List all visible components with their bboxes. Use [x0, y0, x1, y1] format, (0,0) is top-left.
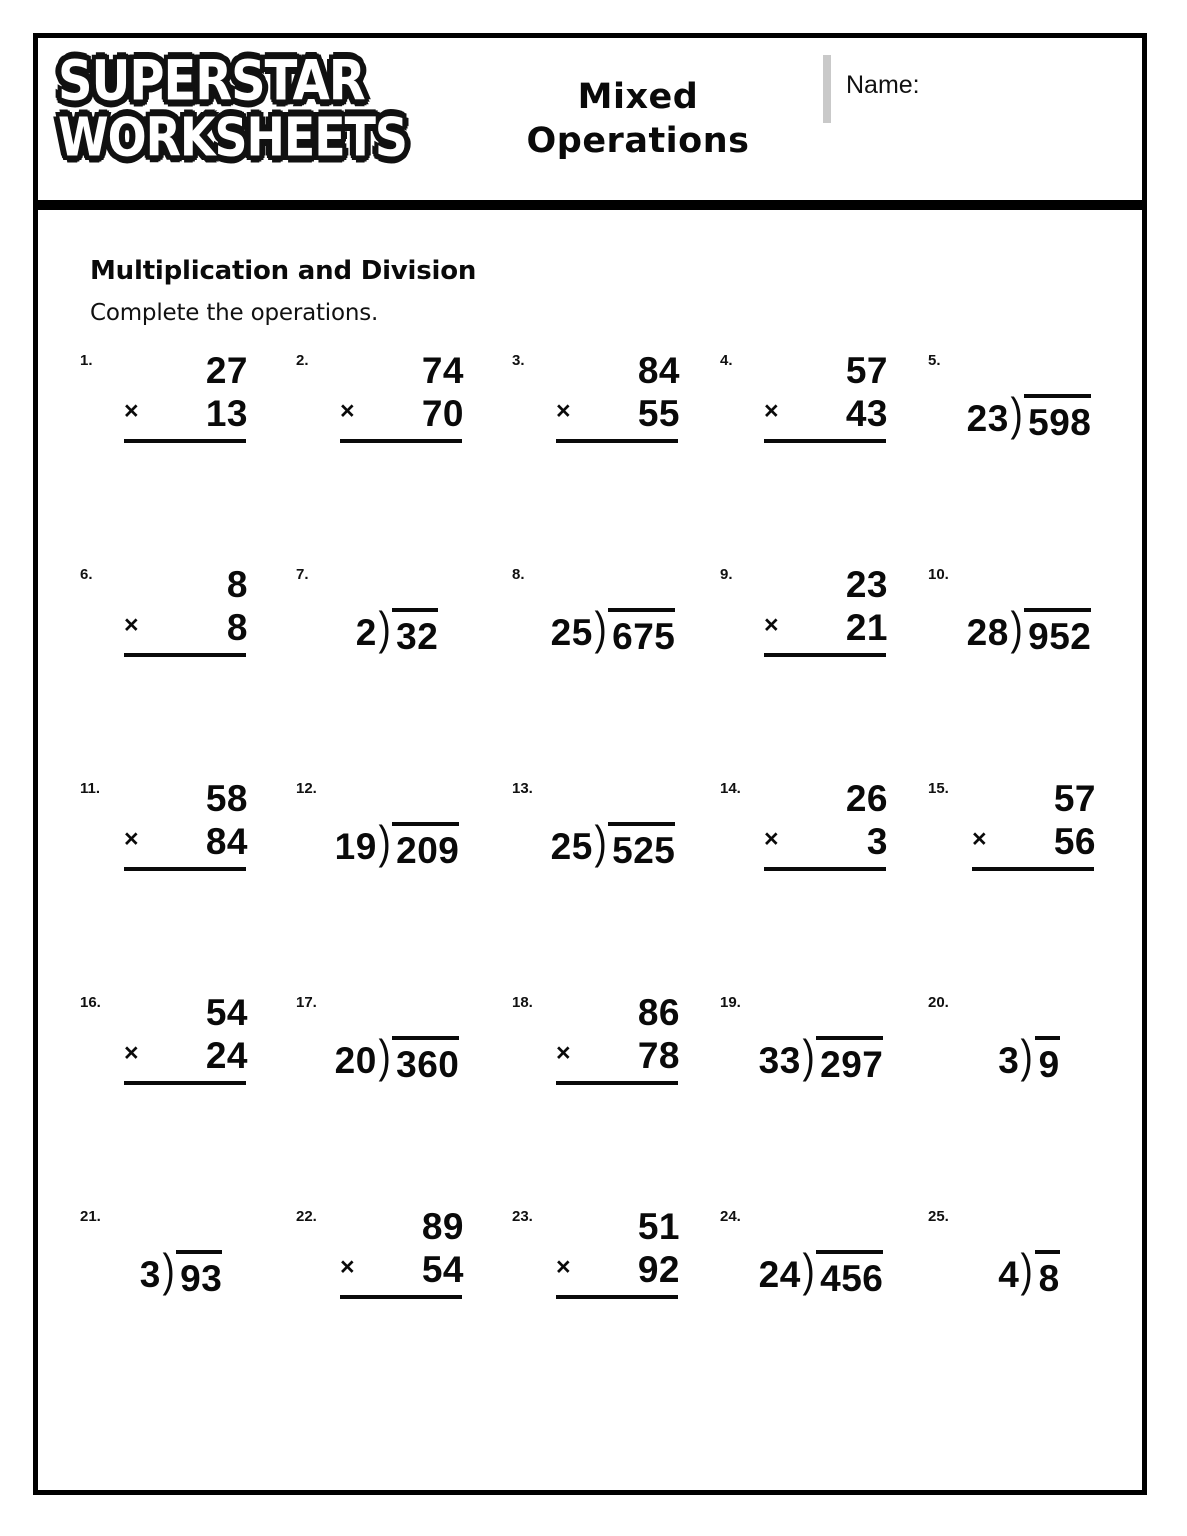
- section-heading: Multiplication and Division: [90, 256, 477, 286]
- problem-number: 4.: [720, 352, 733, 369]
- problem-number: 1.: [80, 352, 93, 369]
- answer-line[interactable]: [124, 867, 246, 871]
- division-bracket-icon: ): [594, 816, 607, 868]
- multiply-icon: ×: [556, 1038, 572, 1067]
- division-bracket: [1019, 1030, 1060, 1085]
- problem-number: 18.: [512, 994, 533, 1011]
- multiply-icon: ×: [340, 396, 356, 425]
- divisor: 2: [355, 612, 377, 653]
- multiplier: 24: [205, 1034, 248, 1076]
- division-bracket-icon: ): [1010, 602, 1023, 654]
- problem-number: 15.: [928, 780, 949, 797]
- division-bracket-icon: ): [594, 602, 607, 654]
- name-label: Name:: [846, 71, 920, 99]
- problem-number: 8.: [512, 566, 525, 583]
- page-title: [458, 76, 818, 164]
- multiply-icon: ×: [124, 610, 140, 639]
- division-bracket: [377, 816, 460, 871]
- long-division-expression: [304, 1030, 490, 1085]
- multiplier-row: [106, 393, 256, 436]
- division-bracket-icon: ): [378, 1030, 391, 1082]
- superstar-worksheets-logo: [58, 48, 408, 169]
- multiplicand: 54: [205, 992, 248, 1033]
- answer-line[interactable]: [764, 439, 886, 443]
- dividend: 32: [396, 616, 439, 657]
- multiply-icon: ×: [764, 824, 780, 853]
- divisor: 3: [139, 1254, 161, 1295]
- dividend-wrap: [176, 1250, 222, 1297]
- dividend: 456: [820, 1258, 884, 1299]
- page-title-line-1: Mixed: [577, 77, 699, 117]
- problem-number: 12.: [296, 780, 317, 797]
- problem-row: [78, 350, 1108, 564]
- multiplier-row: [106, 607, 256, 650]
- answer-line[interactable]: [340, 1295, 462, 1299]
- problem-20[interactable]: [926, 992, 1132, 1192]
- multiplier: 84: [205, 820, 248, 862]
- worksheet-header: [33, 33, 1147, 205]
- multiplier: 8: [226, 606, 248, 648]
- long-division-expression: [304, 602, 490, 657]
- multiplicand: 51: [637, 1206, 680, 1247]
- answer-line[interactable]: [340, 439, 462, 443]
- multiplicand: 57: [845, 350, 888, 391]
- divisor: 4: [998, 1254, 1020, 1295]
- divisor: 28: [966, 612, 1009, 653]
- multiplication-expression: [538, 992, 688, 1085]
- multiplication-expression: [746, 350, 896, 443]
- multiplication-expression: [746, 564, 896, 657]
- dividend-wrap: [1024, 608, 1091, 655]
- multiplier: 56: [1053, 820, 1096, 862]
- problem-17[interactable]: [294, 992, 500, 1192]
- problem-grid: [78, 350, 1108, 1420]
- answer-line[interactable]: [556, 1081, 678, 1085]
- multiplication-expression: [538, 1206, 688, 1299]
- multiplier: 43: [845, 392, 888, 434]
- multiplication-expression: [538, 350, 688, 443]
- problem-number: 22.: [296, 1208, 317, 1225]
- multiplier-row: [746, 393, 896, 436]
- problem-number: 25.: [928, 1208, 949, 1225]
- answer-line[interactable]: [556, 1295, 678, 1299]
- division-bracket-icon: ): [378, 816, 391, 868]
- division-bracket: [1009, 602, 1092, 657]
- multiplicand: 86: [637, 992, 680, 1033]
- name-divider-bar: [823, 55, 831, 123]
- multiplier: 54: [421, 1248, 464, 1290]
- long-division-expression: [936, 1244, 1122, 1299]
- problem-2[interactable]: [294, 350, 500, 550]
- multiplier-row: [322, 393, 472, 436]
- dividend: 209: [396, 830, 460, 871]
- multiplicand: 26: [845, 778, 888, 819]
- problem-21[interactable]: [78, 1206, 284, 1406]
- division-bracket: [1009, 388, 1092, 443]
- problem-13[interactable]: [510, 778, 716, 978]
- multiplier-row: [538, 393, 688, 436]
- division-bracket: [1019, 1244, 1060, 1299]
- problem-12[interactable]: [294, 778, 500, 978]
- page-title-line-2: Operations: [526, 120, 750, 161]
- divisor: 3: [998, 1040, 1020, 1081]
- worksheet-page: [33, 33, 1147, 1495]
- problem-number: 9.: [720, 566, 733, 583]
- problem-number: 3.: [512, 352, 525, 369]
- dividend-wrap: [392, 1036, 459, 1083]
- problem-14[interactable]: [718, 778, 924, 978]
- long-division-expression: [520, 602, 706, 657]
- dividend: 9: [1038, 1044, 1060, 1085]
- division-bracket-icon: ): [1020, 1244, 1034, 1296]
- divisor: 25: [550, 826, 593, 867]
- multiplier-row: [322, 1249, 472, 1292]
- division-bracket: [161, 1244, 223, 1299]
- dividend: 525: [612, 830, 676, 871]
- problem-row: [78, 992, 1108, 1206]
- multiplier-row: [106, 1035, 256, 1078]
- multiply-icon: ×: [340, 1252, 356, 1281]
- problem-number: 20.: [928, 994, 949, 1011]
- multiplicand: 84: [637, 350, 680, 391]
- problem-number: 23.: [512, 1208, 533, 1225]
- long-division-expression: [936, 602, 1122, 657]
- problem-number: 6.: [80, 566, 93, 583]
- problem-10[interactable]: [926, 564, 1132, 764]
- dividend: 297: [820, 1044, 884, 1085]
- multiplication-expression: [106, 992, 256, 1085]
- division-bracket-icon: ): [802, 1244, 815, 1296]
- dividend-wrap: [1035, 1250, 1060, 1297]
- problem-number: 16.: [80, 994, 101, 1011]
- division-bracket-icon: ): [378, 602, 391, 654]
- dividend-wrap: [816, 1250, 883, 1297]
- answer-line[interactable]: [124, 653, 246, 657]
- problem-24[interactable]: [718, 1206, 924, 1406]
- dividend-wrap: [392, 608, 438, 655]
- answer-line[interactable]: [764, 653, 886, 657]
- long-division-expression: [936, 388, 1122, 443]
- long-division-expression: [304, 816, 490, 871]
- problem-number: 24.: [720, 1208, 741, 1225]
- multiplicand: 89: [421, 1206, 464, 1247]
- answer-line[interactable]: [124, 439, 246, 443]
- divisor: 33: [758, 1040, 801, 1081]
- multiplier: 13: [205, 392, 248, 434]
- divisor: 23: [966, 398, 1009, 439]
- worksheet-body: [33, 205, 1147, 1495]
- long-division-expression: [520, 816, 706, 871]
- dividend-wrap: [608, 608, 675, 655]
- dividend: 360: [396, 1044, 460, 1085]
- division-bracket: [801, 1244, 884, 1299]
- problem-19[interactable]: [718, 992, 924, 1192]
- multiplication-expression: [106, 778, 256, 871]
- problem-6[interactable]: [78, 564, 284, 764]
- multiplicand: 8: [226, 564, 248, 605]
- division-bracket: [593, 816, 676, 871]
- multiplication-expression: [322, 350, 472, 443]
- problem-number: 11.: [80, 780, 101, 797]
- multiplication-expression: [954, 778, 1104, 871]
- multiply-icon: ×: [764, 396, 780, 425]
- multiplier-row: [538, 1249, 688, 1292]
- multiplier: 70: [421, 392, 464, 434]
- problem-25[interactable]: [926, 1206, 1132, 1406]
- division-bracket-icon: ): [802, 1030, 815, 1082]
- answer-line[interactable]: [124, 1081, 246, 1085]
- division-bracket: [377, 602, 439, 657]
- problem-number: 14.: [720, 780, 741, 797]
- problem-9[interactable]: [718, 564, 924, 764]
- multiplier: 78: [637, 1034, 680, 1076]
- dividend: 93: [180, 1258, 223, 1299]
- problem-number: 7.: [296, 566, 309, 583]
- divisor: 20: [334, 1040, 377, 1081]
- multiplier-row: [106, 821, 256, 864]
- problem-1[interactable]: [78, 350, 284, 550]
- division-bracket: [801, 1030, 884, 1085]
- problem-number: 17.: [296, 994, 317, 1011]
- multiply-icon: ×: [124, 824, 140, 853]
- dividend-wrap: [816, 1036, 883, 1083]
- division-bracket: [593, 602, 676, 657]
- multiplier-row: [746, 607, 896, 650]
- multiplicand: 27: [205, 350, 248, 391]
- multiply-icon: ×: [124, 1038, 140, 1067]
- multiply-icon: ×: [556, 396, 572, 425]
- multiply-icon: ×: [124, 396, 140, 425]
- problem-22[interactable]: [294, 1206, 500, 1406]
- problem-number: 19.: [720, 994, 741, 1011]
- multiplication-expression: [106, 564, 256, 657]
- problem-11[interactable]: [78, 778, 284, 978]
- problem-row: [78, 778, 1108, 992]
- division-bracket-icon: ): [1020, 1030, 1034, 1082]
- multiplier-row: [954, 821, 1104, 864]
- problem-8[interactable]: [510, 564, 716, 764]
- problem-number: 10.: [928, 566, 949, 583]
- division-bracket-icon: ): [162, 1244, 175, 1296]
- dividend: 952: [1028, 616, 1092, 657]
- division-bracket: [377, 1030, 460, 1085]
- problem-row: [78, 564, 1108, 778]
- logo-line-2: WORKSHEETS: [58, 105, 407, 169]
- dividend: 675: [612, 616, 676, 657]
- dividend: 8: [1038, 1258, 1060, 1299]
- divisor: 24: [758, 1254, 801, 1295]
- dividend-wrap: [608, 822, 675, 869]
- logo-line-1: SUPERSTAR: [58, 48, 365, 114]
- division-bracket-icon: ): [1010, 388, 1023, 440]
- answer-line[interactable]: [972, 867, 1094, 871]
- divisor: 19: [334, 826, 377, 867]
- multiply-icon: ×: [764, 610, 780, 639]
- multiplier: 92: [637, 1248, 680, 1290]
- problem-number: 21.: [80, 1208, 101, 1225]
- multiplicand: 57: [1053, 778, 1096, 819]
- problem-row: [78, 1206, 1108, 1420]
- long-division-expression: [88, 1244, 274, 1299]
- long-division-expression: [728, 1030, 914, 1085]
- multiplier: 3: [866, 820, 888, 862]
- problem-7[interactable]: [294, 564, 500, 764]
- multiplier: 21: [845, 606, 888, 648]
- problem-16[interactable]: [78, 992, 284, 1192]
- multiplicand: 23: [845, 564, 888, 605]
- dividend-wrap: [392, 822, 459, 869]
- multiplication-expression: [746, 778, 896, 871]
- answer-line[interactable]: [764, 867, 886, 871]
- multiplicand: 74: [421, 350, 464, 391]
- problem-23[interactable]: [510, 1206, 716, 1406]
- multiplier-row: [746, 821, 896, 864]
- dividend: 598: [1028, 402, 1092, 443]
- multiplier-row: [538, 1035, 688, 1078]
- long-division-expression: [936, 1030, 1122, 1085]
- multiply-icon: ×: [556, 1252, 572, 1281]
- problem-5[interactable]: [926, 350, 1132, 550]
- divisor: 25: [550, 612, 593, 653]
- multiplicand: 58: [205, 778, 248, 819]
- multiplication-expression: [106, 350, 256, 443]
- multiply-icon: ×: [972, 824, 988, 853]
- dividend-wrap: [1024, 394, 1091, 441]
- section-instruction: Complete the operations.: [90, 300, 379, 326]
- problem-15[interactable]: [926, 778, 1132, 978]
- dividend-wrap: [1035, 1036, 1060, 1083]
- multiplication-expression: [322, 1206, 472, 1299]
- problem-number: 5.: [928, 352, 941, 369]
- problem-number: 2.: [296, 352, 309, 369]
- long-division-expression: [728, 1244, 914, 1299]
- problem-number: 13.: [512, 780, 533, 797]
- problem-18[interactable]: [510, 992, 716, 1192]
- answer-line[interactable]: [556, 439, 678, 443]
- multiplier: 55: [637, 392, 680, 434]
- problem-4[interactable]: [718, 350, 924, 550]
- problem-3[interactable]: [510, 350, 716, 550]
